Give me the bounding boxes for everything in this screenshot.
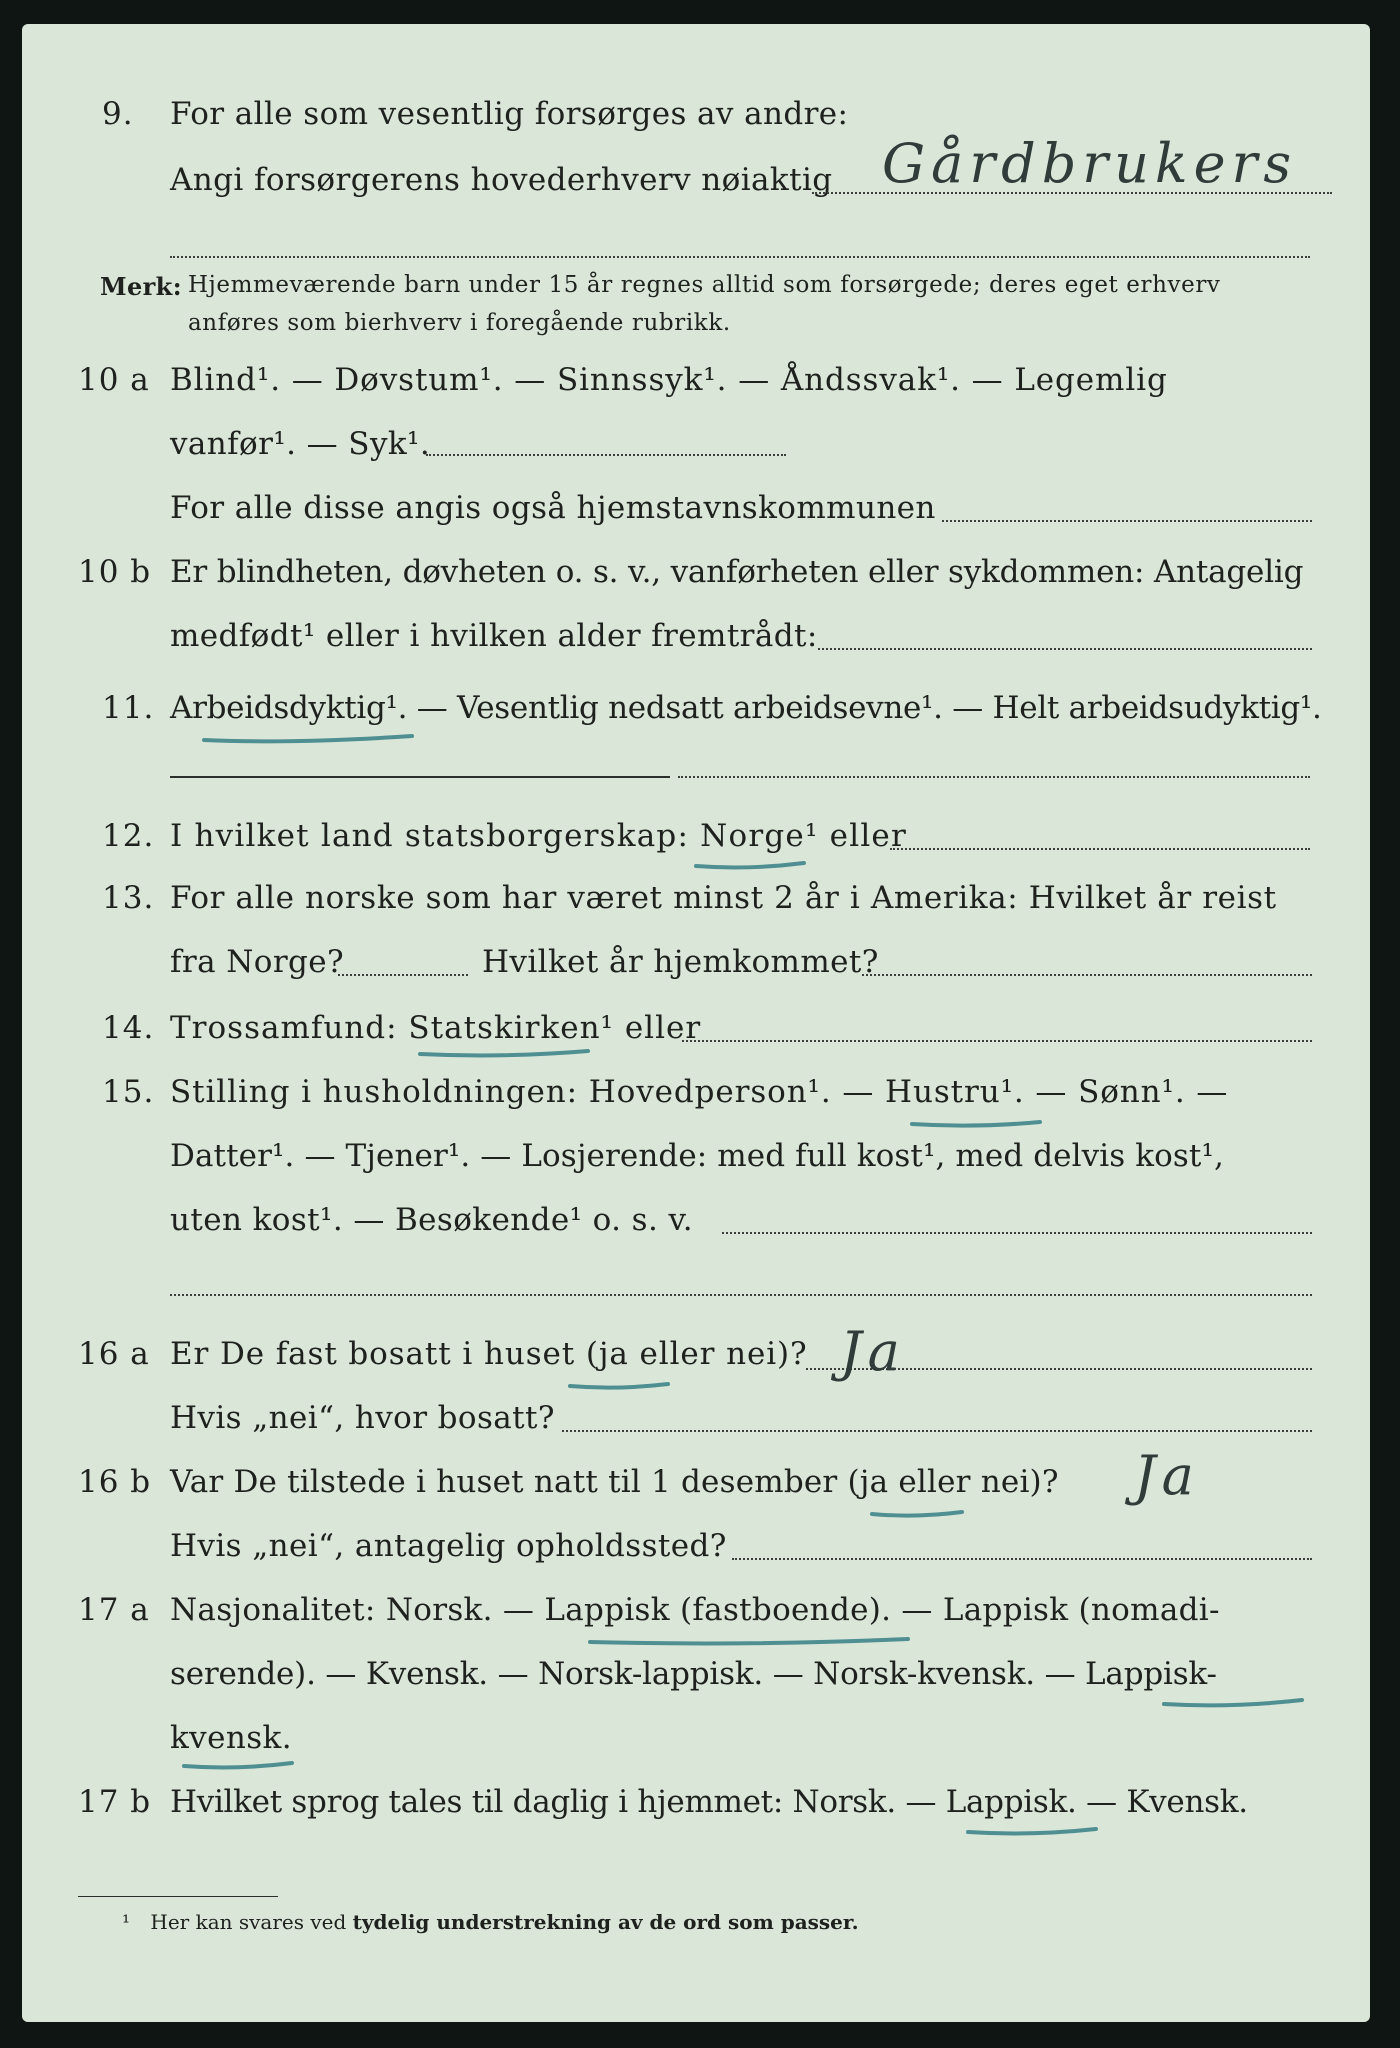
note-text: anføres som bierhverv i foregående rubrikk. [188,310,731,336]
answer-line [682,1040,1312,1042]
question-number: 12. [102,818,155,854]
underline-mark [182,1758,302,1772]
question-text: Datter¹. — Tjener¹. — Losjerende: med full kost¹, med delvis kost¹, [170,1138,1224,1174]
question-number: 10 b [78,554,152,590]
question-text: Blind¹. — Døvstum¹. — Sinnssyk¹. — Åndssvak¹. — Legemlig [170,362,1168,398]
answer-line [678,776,1310,778]
question-number: 15. [102,1074,155,1110]
census-form-sheet [22,24,1370,2022]
note-text: Hjemmeværende barn under 15 år regnes alltid som forsørgede; deres eget erhverv [188,272,1221,298]
question-number: 10 a [78,362,150,398]
underline-mark [1162,1696,1312,1710]
answer-line [942,520,1312,522]
underline-mark [588,1634,918,1648]
underline-mark [870,1506,970,1520]
question-text: kvensk. [170,1720,292,1756]
footnote [122,1910,859,1934]
answer-line [562,1430,1312,1432]
answer-line [170,1294,1312,1296]
question-text: Hvis „nei“, antagelig opholdssted? [170,1528,727,1564]
footnote-text: Her kan svares ved [150,1910,347,1934]
handwritten-answer: Ja [840,1320,906,1383]
underline-mark [568,1378,678,1392]
question-number: 17 b [78,1784,152,1820]
question-text: Trossamfund: Statskirken¹ eller [170,1010,702,1046]
underline-mark [694,858,814,872]
question-number: 14. [102,1010,155,1046]
question-text: Hvilket år hjemkommet? [482,944,879,980]
question-text: Hvilket sprog tales til daglig i hjemmet: Norsk. — Lappisk. — Kvensk. [170,1784,1248,1820]
question-text: Stilling i husholdningen: Hovedperson¹. — Hustru¹. — Sønn¹. — [170,1074,1229,1110]
question-text: For alle som vesentlig forsørges av andre: [170,96,849,132]
question-text: Angi forsørgerens hovederhverv nøiaktig [170,162,833,198]
question-text: Arbeidsdyktig¹. — Vesentlig nedsatt arbeidsevne¹. — Helt arbeidsudyktig¹. [170,690,1322,726]
question-text: vanfør¹. — Syk¹. [170,426,431,462]
question-number: 9. [102,96,134,132]
answer-line [862,974,1312,976]
note-label: Merk: [100,272,182,301]
footnote-emphasis: tydelig understrekning av de ord som passer. [352,1910,859,1934]
footnote-divider [78,1896,278,1897]
underline-mark [418,1046,598,1060]
answer-line [170,256,1310,258]
answer-line [426,454,786,456]
question-text: For alle norske som har været minst 2 år i Amerika: Hvilket år reist [170,880,1277,916]
question-text: For alle disse angis også hjemstavnskommunen [170,490,936,526]
answer-line [818,648,1312,650]
question-number: 13. [102,880,155,916]
answer-line [722,1232,1312,1234]
question-number: 11. [102,690,155,726]
question-text: Er De fast bosatt i huset (ja eller nei)? [170,1336,808,1372]
underline-mark [966,1824,1106,1838]
handwritten-answer: Gårdbrukers [882,132,1298,195]
underline-mark [202,730,422,746]
question-text: Nasjonalitet: Norsk. — Lappisk (fastboende). — Lappisk (nomadi- [170,1592,1220,1628]
underline-mark [910,1116,1050,1130]
answer-line [732,1558,1312,1560]
question-text: medfødt¹ eller i hvilken alder fremtrådt: [170,618,818,654]
question-number: 16 b [78,1464,152,1500]
footnote-mark: ¹ [122,1910,131,1934]
question-text: Er blindheten, døvheten o. s. v., vanførheten eller sykdommen: Antagelig [170,554,1304,590]
question-text: uten kost¹. — Besøkende¹ o. s. v. [170,1202,693,1238]
question-text: Hvis „nei“, hvor bosatt? [170,1400,555,1436]
answer-line [890,848,1310,850]
question-text: fra Norge? [170,944,345,980]
question-text: I hvilket land statsborgerskap: Norge¹ eller [170,818,907,854]
handwritten-answer: Ja [1134,1444,1200,1507]
answer-line [338,974,468,976]
question-text: Var De tilstede i huset natt til 1 desember (ja eller nei)? [170,1464,1059,1500]
question-text: serende). — Kvensk. — Norsk-lappisk. — Norsk-kvensk. — Lappisk- [170,1656,1217,1692]
divider [170,776,670,778]
question-number: 16 a [78,1336,150,1372]
question-number: 17 a [78,1592,150,1628]
